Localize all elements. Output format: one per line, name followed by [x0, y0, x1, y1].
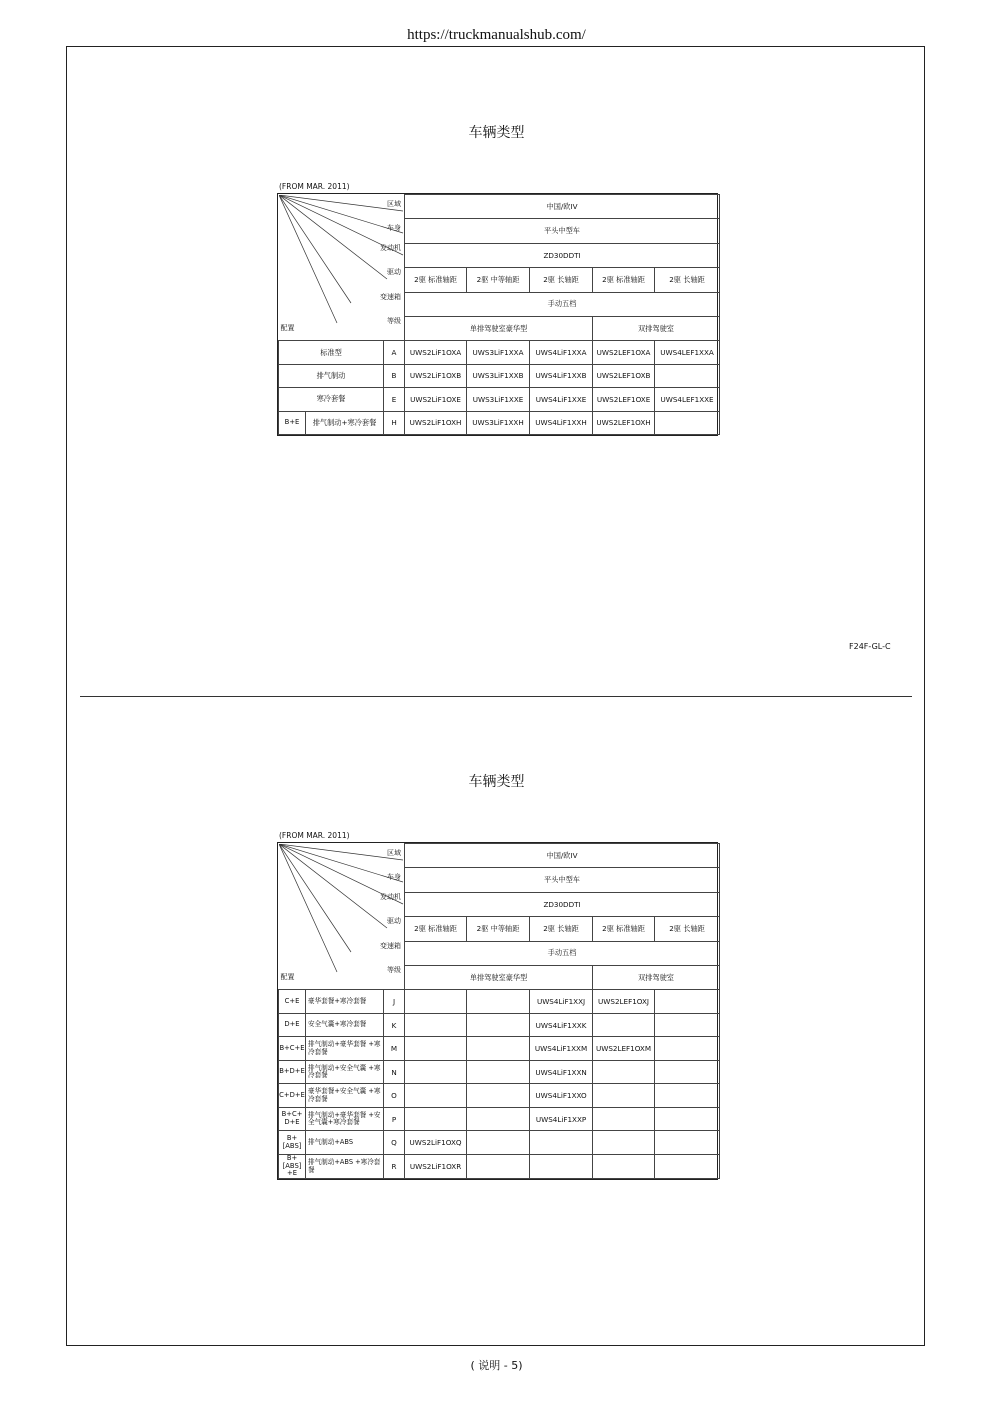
option-letter-cell: K: [384, 1013, 405, 1037]
corner-label: 发动机: [380, 243, 402, 252]
option-name-cell: 排气制动+豪华套餐 +寒冷套餐: [306, 1037, 384, 1061]
drive-cell: 2驱 标准轴距: [405, 268, 467, 292]
diagonal-lines: [279, 844, 405, 984]
model-code-cell: UWS2LiF1OXB: [405, 364, 467, 387]
model-code-cell: UWS4LiF1XXA: [530, 341, 593, 364]
grade-cell: 单排驾驶室豪华型: [405, 316, 593, 340]
option-code-cell: B+[ABS]: [279, 1131, 306, 1155]
option-letter-cell: M: [384, 1037, 405, 1061]
corner-label: 变速箱: [380, 941, 402, 950]
corner-label: 等级: [387, 316, 402, 325]
model-code-cell: [655, 1154, 720, 1178]
model-code-cell: UWS2LEF1OXE: [593, 388, 655, 411]
option-name-cell: 寒冷套餐: [279, 388, 384, 411]
model-code-cell: UWS2LiF1OXE: [405, 388, 467, 411]
model-code-cell: UWS2LEF1OXJ: [593, 990, 655, 1014]
table-row: [279, 1060, 720, 1084]
model-code-cell: UWS3LiF1XXH: [467, 411, 530, 434]
model-code-cell: UWS2LiF1OXH: [405, 411, 467, 434]
drive-cell: 2驱 中等轴距: [467, 268, 530, 292]
corner-label-config: 配置: [280, 972, 295, 981]
model-code-cell: UWS4LiF1XXP: [530, 1107, 593, 1131]
model-code-cell: [655, 1060, 720, 1084]
option-letter-cell: B: [384, 364, 405, 387]
model-code-cell: [405, 1013, 467, 1037]
option-name-cell: 排气制动+ABS: [306, 1131, 384, 1155]
model-code-cell: UWS2LEF1OXB: [593, 364, 655, 387]
corner-label: 驱动: [387, 916, 402, 925]
table-row: [279, 1154, 720, 1178]
drive-cell: 2驱 长轴距: [530, 268, 593, 292]
corner-label: 驱动: [387, 267, 402, 276]
model-code-cell: [467, 1154, 530, 1178]
option-name-cell: 安全气囊+寒冷套餐: [306, 1013, 384, 1037]
model-code-cell: [655, 1013, 720, 1037]
model-code-cell: UWS4LiF1XXE: [530, 388, 593, 411]
table-row: [279, 388, 720, 411]
model-code-cell: UWS4LiF1XXM: [530, 1037, 593, 1061]
model-code-cell: [405, 1107, 467, 1131]
model-code-cell: [655, 1037, 720, 1061]
drive-cell: 2驱 标准轴距: [593, 268, 655, 292]
drive-cell: 2驱 长轴距: [655, 917, 720, 941]
transmission-cell: 手动五档: [405, 292, 720, 316]
model-code-cell: [593, 1084, 655, 1108]
corner-label-config: 配置: [280, 323, 295, 332]
model-code-cell: UWS4LiF1XXH: [530, 411, 593, 434]
table-row: [279, 1107, 720, 1131]
drive-cell: 2驱 中等轴距: [467, 917, 530, 941]
option-name-cell: 排气制动+寒冷套餐: [306, 411, 384, 434]
option-code-cell: D+E: [279, 1013, 306, 1037]
model-code-cell: UWS4LiF1XXB: [530, 364, 593, 387]
option-letter-cell: E: [384, 388, 405, 411]
option-letter-cell: O: [384, 1084, 405, 1108]
section-divider: [80, 696, 912, 697]
model-code-cell: [405, 1037, 467, 1061]
option-letter-cell: R: [384, 1154, 405, 1178]
model-code-cell: UWS2LiF1OXA: [405, 341, 467, 364]
model-code-cell: [467, 1084, 530, 1108]
header-diagonal-cell: [279, 195, 405, 341]
model-code-cell: [593, 1013, 655, 1037]
vehicle-type-table-2: [277, 842, 718, 1180]
model-code-cell: UWS4LiF1XXO: [530, 1084, 593, 1108]
engine-cell: ZD30DDTI: [405, 892, 720, 916]
model-code-cell: [405, 1060, 467, 1084]
model-code-cell: [530, 1131, 593, 1155]
grade-cell: 单排驾驶室豪华型: [405, 965, 593, 989]
option-name-cell: 排气制动+ABS +寒冷套餐: [306, 1154, 384, 1178]
transmission-cell: 手动五档: [405, 941, 720, 965]
table-row: [279, 411, 720, 434]
option-code-cell: B+C+ D+E: [279, 1107, 306, 1131]
model-code-cell: [467, 1060, 530, 1084]
model-code-cell: [655, 990, 720, 1014]
corner-label: 变速箱: [380, 292, 402, 301]
model-code-cell: [655, 411, 720, 434]
table-row: [279, 364, 720, 387]
option-letter-cell: Q: [384, 1131, 405, 1155]
table-row: [279, 990, 720, 1014]
table-row: [279, 341, 720, 364]
model-code-cell: UWS4LiF1XXJ: [530, 990, 593, 1014]
model-code-cell: UWS2LEF1OXH: [593, 411, 655, 434]
drive-cell: 2驱 长轴距: [530, 917, 593, 941]
section-2-from-date: (FROM MAR. 2011): [279, 831, 350, 840]
option-name-cell: 豪华套餐+安全气囊 +寒冷套餐: [306, 1084, 384, 1108]
corner-label: 车身: [387, 872, 402, 881]
corner-label: 车身: [387, 223, 402, 232]
region-cell: 中国/欧IV: [405, 844, 720, 868]
grade-cell: 双排驾驶室: [593, 965, 720, 989]
model-code-cell: [655, 1084, 720, 1108]
option-code-cell: B+C+E: [279, 1037, 306, 1061]
header-diagonal-cell: [279, 844, 405, 990]
option-letter-cell: N: [384, 1060, 405, 1084]
table-row: [279, 1037, 720, 1061]
option-letter-cell: A: [384, 341, 405, 364]
corner-label: 等级: [387, 965, 402, 974]
section-1-from-date: (FROM MAR. 2011): [279, 182, 350, 191]
drive-cell: 2驱 长轴距: [655, 268, 720, 292]
section-2-title: 车辆类型: [468, 774, 525, 790]
model-code-cell: UWS4LEF1XXE: [655, 388, 720, 411]
corner-label: 区域: [387, 199, 402, 208]
option-code-cell: B+D+E: [279, 1060, 306, 1084]
model-code-cell: [655, 364, 720, 387]
option-code-cell: B+[ABS] +E: [279, 1154, 306, 1178]
body-cell: 平头中型车: [405, 219, 720, 243]
model-code-cell: UWS4LEF1XXA: [655, 341, 720, 364]
model-code-cell: UWS3LiF1XXE: [467, 388, 530, 411]
region-cell: 中国/欧IV: [405, 195, 720, 219]
option-name-cell: 排气制动+安全气囊 +寒冷套餐: [306, 1060, 384, 1084]
model-code-cell: [405, 1084, 467, 1108]
model-code-cell: UWS4LiF1XXK: [530, 1013, 593, 1037]
corner-label: 区域: [387, 848, 402, 857]
model-code-cell: [467, 1037, 530, 1061]
model-code-cell: UWS2LEF1OXA: [593, 341, 655, 364]
option-name-cell: 排气制动+豪华套餐 +安全气囊+寒冷套餐: [306, 1107, 384, 1131]
vehicle-type-table-1: [277, 193, 718, 436]
model-code-cell: [593, 1154, 655, 1178]
model-code-cell: UWS3LiF1XXB: [467, 364, 530, 387]
grade-cell: 双排驾驶室: [593, 316, 720, 340]
model-code-cell: UWS2LEF1OXM: [593, 1037, 655, 1061]
section-1-title: 车辆类型: [468, 125, 525, 141]
model-code-cell: [405, 990, 467, 1014]
option-letter-cell: H: [384, 411, 405, 434]
page-footer: ( 说明 - 5): [470, 1359, 523, 1372]
table-row: [279, 1084, 720, 1108]
table-row: [279, 1013, 720, 1037]
diagonal-lines: [279, 195, 405, 335]
header-url[interactable]: https://truckmanualshub.com/: [407, 27, 586, 43]
option-name-cell: 标准型: [279, 341, 384, 364]
model-code-cell: [467, 1013, 530, 1037]
option-code-cell: B+E: [279, 411, 306, 434]
model-code-cell: UWS3LiF1XXA: [467, 341, 530, 364]
option-name-cell: 豪华套餐+寒冷套餐: [306, 990, 384, 1014]
page-code: F24F-GL-C: [849, 642, 891, 651]
option-letter-cell: P: [384, 1107, 405, 1131]
drive-cell: 2驱 标准轴距: [593, 917, 655, 941]
engine-cell: ZD30DDTI: [405, 243, 720, 267]
model-code-cell: UWS4LiF1XXN: [530, 1060, 593, 1084]
option-code-cell: C+E: [279, 990, 306, 1014]
model-code-cell: [467, 1107, 530, 1131]
model-code-cell: [593, 1131, 655, 1155]
model-code-cell: [530, 1154, 593, 1178]
drive-cell: 2驱 标准轴距: [405, 917, 467, 941]
model-code-cell: UWS2LiF1OXQ: [405, 1131, 467, 1155]
model-code-cell: [655, 1131, 720, 1155]
option-letter-cell: J: [384, 990, 405, 1014]
model-code-cell: [467, 990, 530, 1014]
table-row: [279, 1131, 720, 1155]
option-name-cell: 排气制动: [279, 364, 384, 387]
model-code-cell: UWS2LiF1OXR: [405, 1154, 467, 1178]
model-code-cell: [593, 1107, 655, 1131]
model-code-cell: [593, 1060, 655, 1084]
corner-label: 发动机: [380, 892, 402, 901]
model-code-cell: [655, 1107, 720, 1131]
option-code-cell: C+D+E: [279, 1084, 306, 1108]
body-cell: 平头中型车: [405, 868, 720, 892]
model-code-cell: [467, 1131, 530, 1155]
